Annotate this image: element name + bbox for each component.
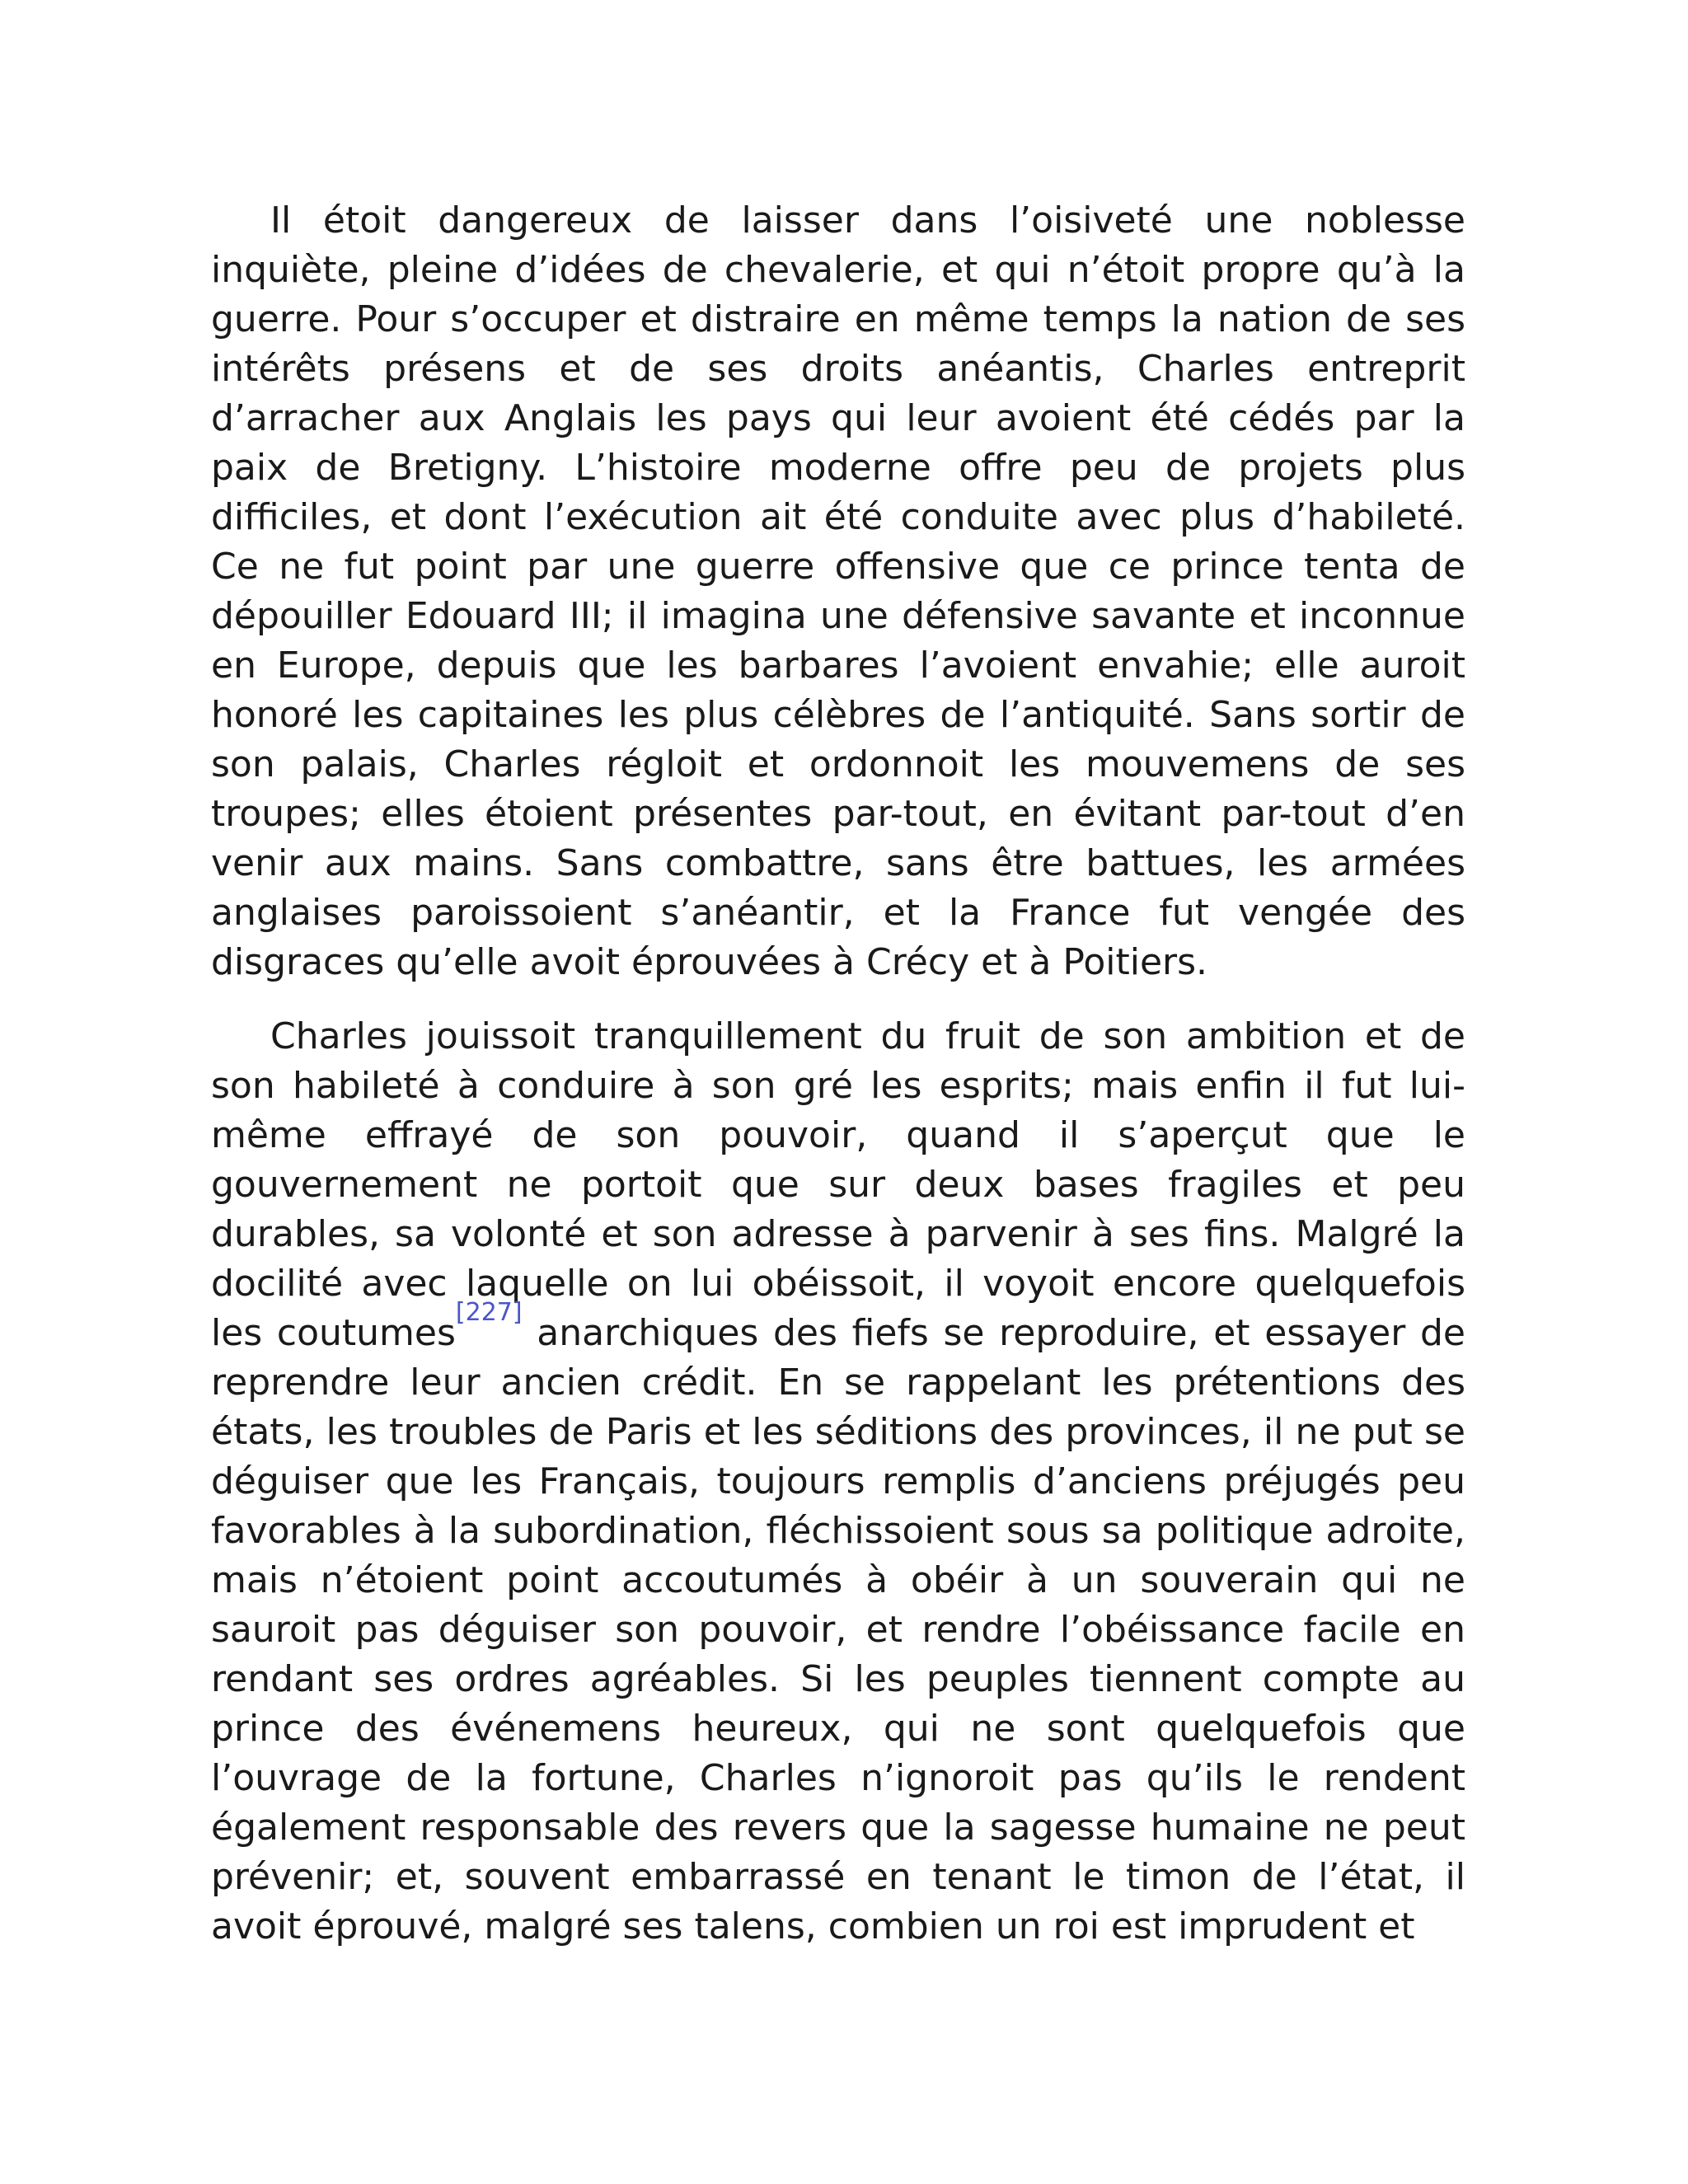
footnote-link-227[interactable]: [227] bbox=[455, 1298, 523, 1327]
paragraph-2 bbox=[211, 1012, 1465, 1952]
paragraph-2-text-before-note: Charles jouissoit tranquillement du fruit de son ambition et de son habileté à conduire à son gré les esprits; mais enfin il fut lui-même effrayé de son pouvoir, quand il s’aperçut que le gouvernement ne portoit que sur deux bases fragiles et peu durables, sa volonté et son adresse à parvenir à ses fins. Malgré la docilité avec laquelle on lui obéissoit, il voyoit encore quelquefois les coutumes bbox=[211, 1015, 1465, 1354]
paragraph-1: Il étoit dangereux de laisser dans l’oisiveté une noblesse inquiète, pleine d’idées de chevalerie, et qui n’étoit propre qu’à la guerre. Pour s’occuper et distraire en même temps la nation de ses intérêts présens et de ses droits anéantis, Charles entreprit d’arracher aux Anglais les pays qui leur avoient été cédés par la paix de Bretigny. L’histoire moderne offre peu de projets plus difficiles, et dont l’exécution ait été conduite avec plus d’habileté. Ce ne fut point par une guerre offensive que ce prince tenta de dépouiller Edouard III; il imagina une défensive savante et inconnue en Europe, depuis que les barbares l’avoient envahie; elle auroit honoré les capitaines les plus célèbres de l’antiquité. Sans sortir de son palais, Charles régloit et ordonnoit les mouvemens de ses troupes; elles étoient présentes par-tout, en évitant par-tout d’en venir aux mains. Sans combattre, sans être battues, les armées anglaises paroissoient s’anéantir, et la France fut vengée des disgraces qu’elle avoit éprouvées à Crécy et à Poitiers. bbox=[211, 199, 1465, 983]
paragraph-2-text-after-note: anarchiques des fiefs se reproduire, et essayer de reprendre leur ancien crédit. En se rappelant les prétentions des états, les troubles de Paris et les séditions des provinces, il ne put se déguiser que les Français, toujours remplis d’anciens préjugés peu favorables à la subordination, fléchissoient sous sa politique adroite, mais n’étoient point accoutumés à obéir à un souverain qui ne sauroit pas déguiser son pouvoir, et rendre l’obéissance facile en rendant ses ordres agréables. Si les peuples tiennent compte au prince des événemens heureux, qui ne sont quelquefois que l’ouvrage de la fortune, Charles n’ignoroit pas qu’ils le rendent également responsable des revers que la sagesse humaine ne peut prévenir; et, souvent embarrassé en tenant le timon de l’état, il avoit éprouvé, malgré ses talens, combien un roi est imprudent et bbox=[211, 1312, 1465, 1947]
document-page bbox=[211, 196, 1465, 1952]
